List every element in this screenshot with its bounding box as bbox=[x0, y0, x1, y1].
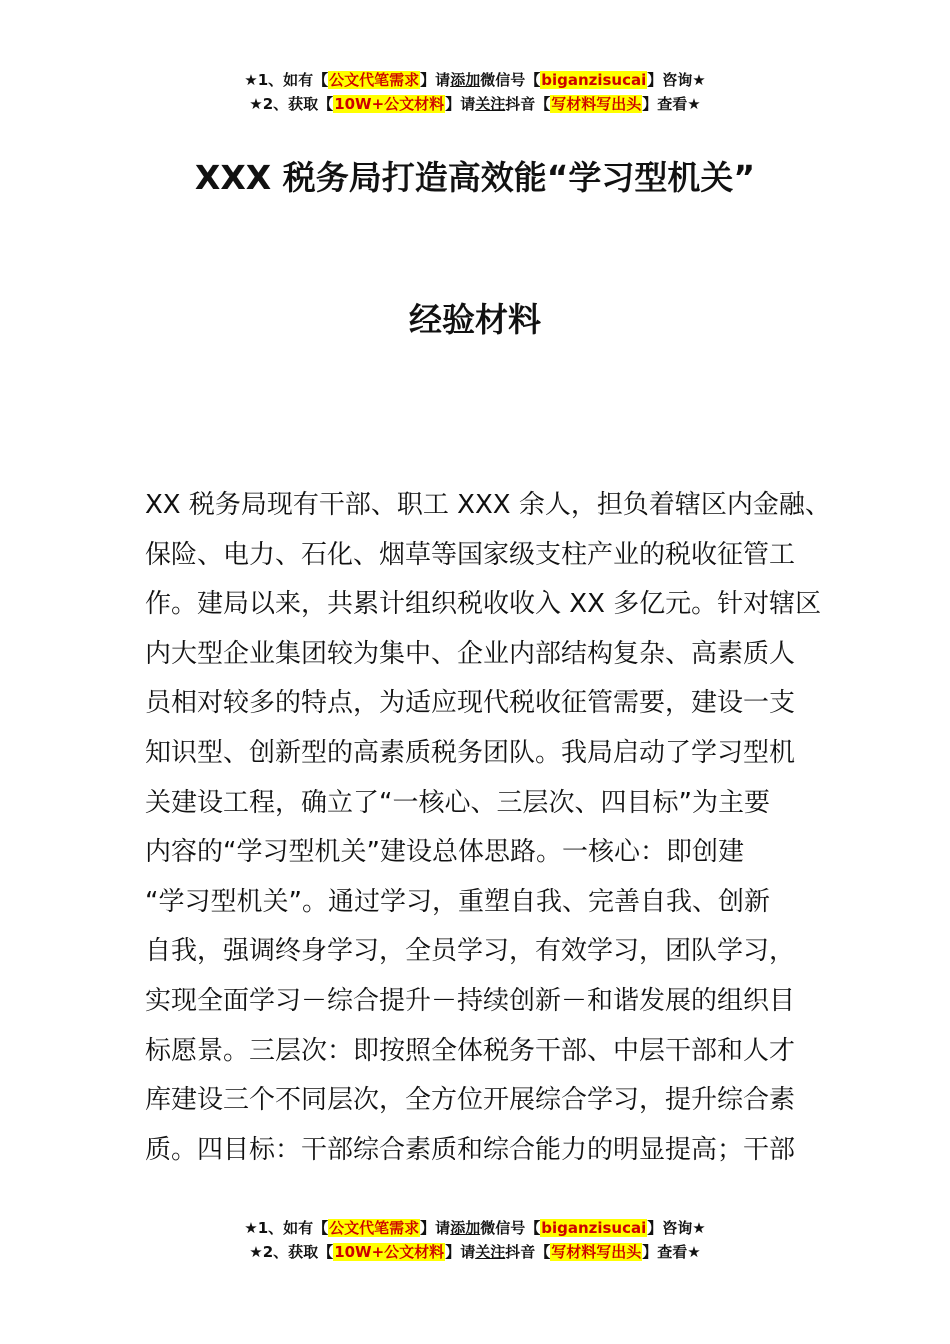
promo-line-1 bbox=[0, 1216, 950, 1240]
highlight-materials: 10W+公文材料 bbox=[334, 1243, 445, 1261]
body-line: 知识型、创新型的高素质税务团队。我局启动了学习型机 bbox=[145, 737, 796, 768]
body-line: 内大型企业集团较为集中、企业内部结构复杂、高素质人 bbox=[145, 638, 796, 669]
promo-text: 】查看★ bbox=[642, 1243, 701, 1261]
promo-text: ★1、如有【 bbox=[244, 71, 329, 89]
body-line: 内容的“学习型机关”建设总体思路。一核心：即创建 bbox=[145, 837, 744, 868]
promo-emphasis: 添加 bbox=[450, 71, 481, 89]
promo-emphasis: 关注 bbox=[475, 95, 506, 113]
promo-header bbox=[0, 68, 950, 116]
highlight-service: 公文代笔需求 bbox=[329, 1219, 420, 1237]
highlight-douyin-account: 写材料写出头 bbox=[551, 1243, 642, 1261]
promo-text: 微信号【 bbox=[480, 71, 541, 89]
promo-text: ★2、获取【 bbox=[249, 95, 334, 113]
body-line: 自我，强调终身学习，全员学习，有效学习，团队学习， bbox=[145, 936, 796, 967]
body-line: 库建设三个不同层次，全方位开展综合学习，提升综合素 bbox=[145, 1085, 796, 1116]
body-line: 实现全面学习－综合提升－持续创新－和谐发展的组织目 bbox=[145, 985, 796, 1016]
promo-text: 】请 bbox=[445, 1243, 476, 1261]
body-line: “学习型机关”。通过学习，重塑自我、完善自我、创新 bbox=[145, 886, 770, 917]
body-line: 员相对较多的特点，为适应现代税收征管需要，建设一支 bbox=[145, 688, 796, 719]
promo-text: 】请 bbox=[420, 1219, 451, 1237]
promo-emphasis: 添加 bbox=[450, 1219, 481, 1237]
promo-line-1 bbox=[0, 68, 950, 92]
document-title: XXX 税务局打造高效能“学习型机关” bbox=[194, 158, 756, 197]
promo-text: 抖音【 bbox=[505, 1243, 551, 1261]
document-body bbox=[145, 481, 831, 1175]
highlight-materials: 10W+公文材料 bbox=[334, 95, 445, 113]
promo-footer bbox=[0, 1216, 950, 1264]
document-subtitle: 经验材料 bbox=[409, 300, 541, 339]
promo-text: 抖音【 bbox=[505, 95, 551, 113]
promo-text: 】请 bbox=[445, 95, 476, 113]
promo-text: 】咨询★ bbox=[647, 71, 706, 89]
promo-text: ★2、获取【 bbox=[249, 1243, 334, 1261]
highlight-wechat-id: biganzisucai bbox=[541, 71, 647, 89]
highlight-service: 公文代笔需求 bbox=[329, 71, 420, 89]
body-line: 作。建局以来，共累计组织税收收入 XX 多亿元。针对辖区 bbox=[145, 589, 822, 620]
promo-emphasis: 关注 bbox=[475, 1243, 506, 1261]
body-line: 保险、电力、石化、烟草等国家级支柱产业的税收征管工 bbox=[145, 539, 796, 570]
highlight-wechat-id: biganzisucai bbox=[541, 1219, 647, 1237]
promo-line-2 bbox=[0, 1240, 950, 1264]
body-line: 标愿景。三层次：即按照全体税务干部、中层干部和人才 bbox=[145, 1035, 796, 1066]
body-line: 质。四目标：干部综合素质和综合能力的明显提高；干部 bbox=[145, 1134, 796, 1165]
promo-text: ★1、如有【 bbox=[244, 1219, 329, 1237]
body-line: 关建设工程，确立了“一核心、三层次、四目标”为主要 bbox=[145, 787, 770, 818]
highlight-douyin-account: 写材料写出头 bbox=[551, 95, 642, 113]
body-line: XX 税务局现有干部、职工 XXX 余人，担负着辖区内金融、 bbox=[145, 490, 831, 520]
promo-text: 】咨询★ bbox=[647, 1219, 706, 1237]
promo-line-2 bbox=[0, 92, 950, 116]
promo-text: 微信号【 bbox=[480, 1219, 541, 1237]
promo-text: 】查看★ bbox=[642, 95, 701, 113]
promo-text: 】请 bbox=[420, 71, 451, 89]
